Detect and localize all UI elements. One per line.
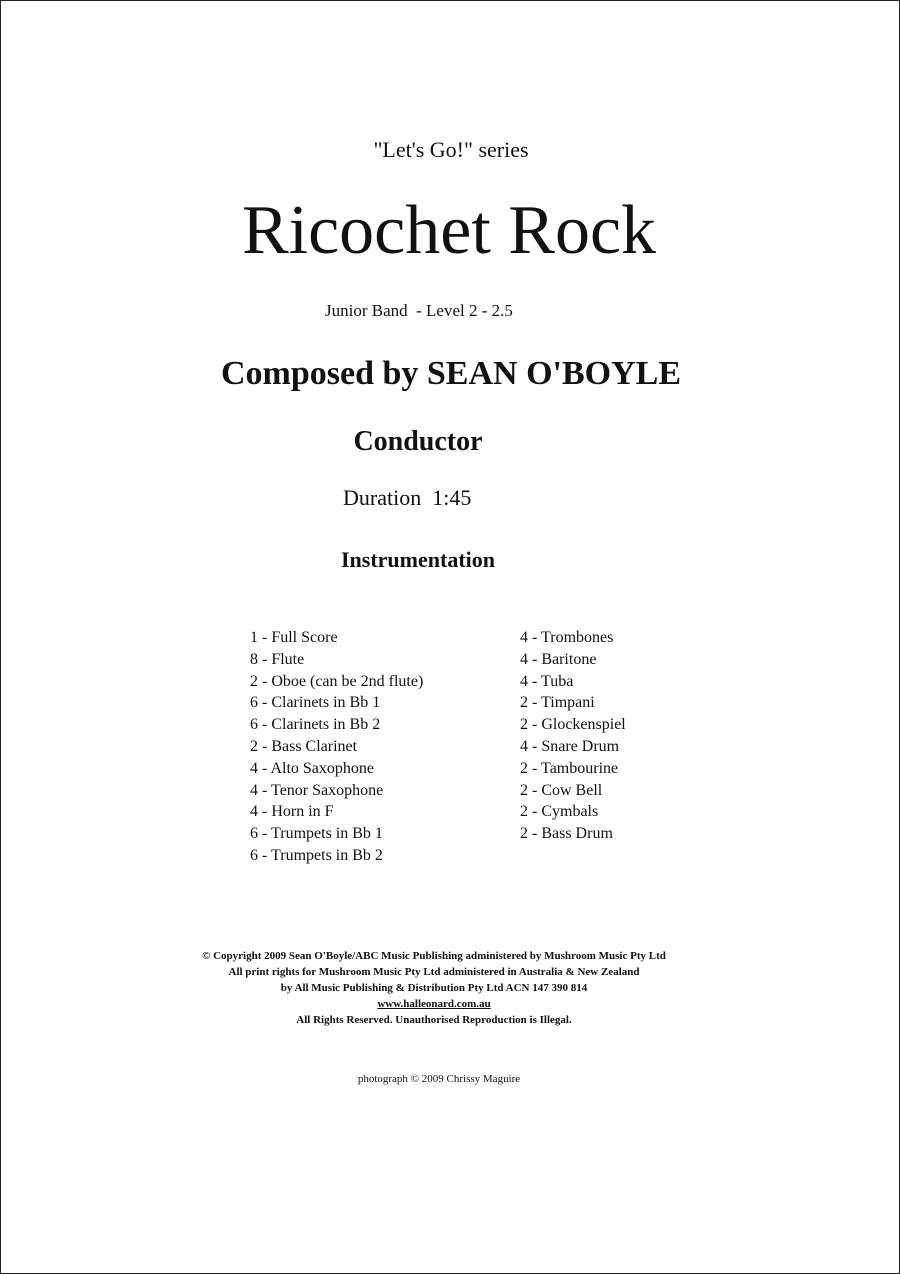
publisher-website-link[interactable]: www.halleonard.com.au <box>377 998 491 1010</box>
list-item: 1 - Full Score <box>250 629 338 646</box>
list-item: 4 - Horn in F <box>250 803 334 821</box>
list-item: 4 - Tenor Saxophone <box>250 781 384 799</box>
list-item: 6 - Clarinets in Bb 1 <box>250 694 381 712</box>
instrumentation-list-left <box>250 627 423 867</box>
list-item: 6 - Trumpets in Bb 1 <box>250 825 383 843</box>
photo-credit: photograph © 2009 Chrissy Maguire <box>357 1073 521 1085</box>
instrumentation-heading: Instrumentation <box>340 547 495 572</box>
duration-label: Duration 1:45 <box>343 485 472 510</box>
level-label: Junior Band - Level 2 - 2.5 <box>325 301 513 320</box>
list-item: 4 - Alto Saxophone <box>250 759 374 777</box>
instrumentation-list-right <box>520 627 626 845</box>
list-item: 2 - Bass Drum <box>520 825 613 843</box>
list-item: 4 - Tuba <box>520 672 574 690</box>
list-item: 4 - Snare Drum <box>520 737 620 755</box>
list-item: 2 - Cow Bell <box>520 781 603 799</box>
copyright-notice <box>1 948 867 1028</box>
composer-credit: Composed by SEAN O'BOYLE <box>220 355 682 392</box>
list-item: 2 - Timpani <box>520 694 595 712</box>
list-item: 6 - Trumpets in Bb 2 <box>250 846 383 864</box>
list-item: 4 - Trombones <box>520 629 614 646</box>
list-item: 8 - Flute <box>250 650 305 668</box>
copyright-line: © Copyright 2009 Sean O'Boyle/ABC Music Publishing administered by Mushroom Music Pty Ltd <box>202 950 666 962</box>
distribution-line: by All Music Publishing & Distribution Pty Ltd ACN 147 390 814 <box>280 982 588 994</box>
list-item: 2 - Tambourine <box>520 759 619 777</box>
list-item: 6 - Clarinets in Bb 2 <box>250 716 381 734</box>
print-rights-line: All print rights for Mushroom Music Pty Ltd administered in Australia & New Zealand <box>228 966 640 978</box>
list-item: 4 - Baritone <box>520 650 597 668</box>
rights-reserved-line: All Rights Reserved. Unauthorised Reproduction is Illegal. <box>296 1014 572 1026</box>
list-item: 2 - Bass Clarinet <box>250 737 358 755</box>
piece-title: Ricochet Rock <box>241 192 657 269</box>
part-name: Conductor <box>353 426 483 457</box>
list-item: 2 - Glockenspiel <box>520 716 626 734</box>
series-label: "Let's Go!" series <box>373 137 529 162</box>
list-item: 2 - Oboe (can be 2nd flute) <box>250 672 424 690</box>
list-item: 2 - Cymbals <box>520 803 599 821</box>
